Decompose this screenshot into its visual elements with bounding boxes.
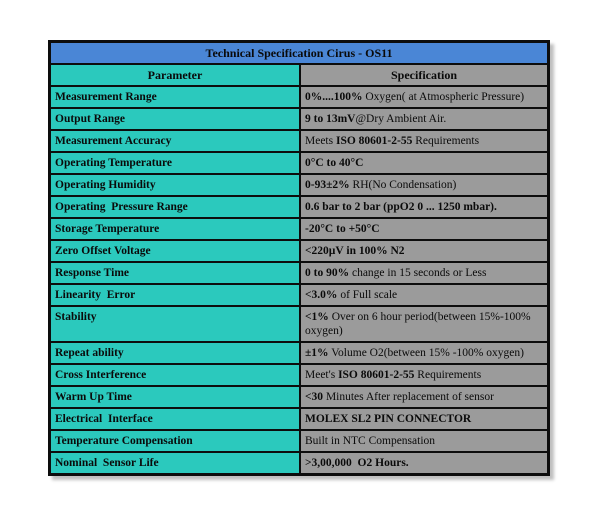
column-header-specification: Specification (301, 65, 547, 85)
specification-text: ISO 80601-2-55 (335, 135, 413, 147)
specification-cell (301, 241, 547, 261)
specification-text: 0%....100% (305, 91, 363, 103)
specification-cell (301, 109, 547, 129)
table-row (51, 305, 547, 341)
specification-cell (301, 343, 547, 363)
column-header-parameter: Parameter (51, 65, 301, 85)
specification-text: 0-93±2% (305, 179, 350, 191)
parameter-cell: Linearity Error (51, 285, 301, 305)
parameter-cell: Operating Temperature (51, 153, 301, 173)
specification-text: Over on 6 hour period(between 15%-100% oxygen) (305, 311, 534, 337)
specification-cell (301, 307, 547, 341)
table-row (51, 217, 547, 239)
specification-text: Oxygen( at Atmospheric Pressure) (362, 91, 525, 103)
parameter-cell: Operating Humidity (51, 175, 301, 195)
specification-text: <3.0% (305, 289, 338, 301)
table-row (51, 385, 547, 407)
specification-text: <1% (305, 311, 329, 323)
specification-text: 9 to 13mV (305, 113, 356, 125)
table-row (51, 451, 547, 473)
parameter-cell: Measurement Accuracy (51, 131, 301, 151)
table-row (51, 151, 547, 173)
parameter-cell: Response Time (51, 263, 301, 283)
table-row (51, 283, 547, 305)
specification-text: RH(No Condensation) (349, 179, 457, 191)
table-row (51, 195, 547, 217)
table-header-row (51, 63, 547, 85)
specification-text: ISO 80601-2-55 (338, 369, 415, 381)
specification-text: MOLEX SL2 PIN CONNECTOR (305, 413, 472, 425)
parameter-cell: Repeat ability (51, 343, 301, 363)
specification-cell (301, 87, 547, 107)
specification-text: <220µV in 100% N2 (305, 245, 405, 257)
specification-text: ±1% (305, 347, 329, 359)
specification-text: <30 (305, 391, 324, 403)
specification-text: Meet's (305, 369, 339, 381)
specification-text: 0°C to 40°C (305, 157, 364, 169)
table-row (51, 129, 547, 151)
specification-cell (301, 153, 547, 173)
table-row (51, 261, 547, 283)
parameter-cell: Temperature Compensation (51, 431, 301, 451)
parameter-cell: Warm Up Time (51, 387, 301, 407)
specification-text: Meets (305, 135, 336, 147)
specification-text: change in 15 seconds or Less (349, 267, 487, 279)
specification-text: 0.6 bar to 2 bar (ppO2 0 ... 1250 mbar). (305, 201, 497, 213)
parameter-cell: Zero Offset Voltage (51, 241, 301, 261)
specification-cell (301, 409, 547, 429)
table-title: Technical Specification Cirus - OS11 (51, 43, 547, 63)
specification-text: @Dry Ambient Air. (355, 113, 447, 125)
specification-cell (301, 453, 547, 473)
table-row (51, 407, 547, 429)
table-row (51, 429, 547, 451)
specification-cell (301, 263, 547, 283)
parameter-cell: Electrical Interface (51, 409, 301, 429)
table-row (51, 239, 547, 261)
table-row (51, 173, 547, 195)
specification-text: Volume O2(between 15% -100% oxygen) (328, 347, 524, 359)
specification-cell (301, 387, 547, 407)
specification-text: Requirements (414, 369, 482, 381)
table-row (51, 363, 547, 385)
specification-text: Built in NTC Compensation (305, 435, 436, 447)
parameter-cell: Operating Pressure Range (51, 197, 301, 217)
specification-cell (301, 431, 547, 451)
specification-text: -20°C to +50°C (305, 223, 380, 235)
specification-cell (301, 197, 547, 217)
parameter-cell: Measurement Range (51, 87, 301, 107)
parameter-cell: Output Range (51, 109, 301, 129)
table-row (51, 85, 547, 107)
table-body (51, 85, 547, 473)
specification-text: Minutes After replacement of sensor (323, 391, 494, 403)
specification-cell (301, 285, 547, 305)
specification-text: 0 to 90% (305, 267, 350, 279)
parameter-cell: Nominal Sensor Life (51, 453, 301, 473)
specification-cell (301, 131, 547, 151)
specification-text: Requirements (412, 135, 480, 147)
parameter-cell: Storage Temperature (51, 219, 301, 239)
specification-text: >3,00,000 O2 Hours. (305, 457, 409, 469)
spec-table (48, 40, 550, 476)
specification-cell (301, 219, 547, 239)
parameter-cell: Cross Interference (51, 365, 301, 385)
table-row (51, 107, 547, 129)
table-row (51, 341, 547, 363)
specification-cell (301, 175, 547, 195)
parameter-cell: Stability (51, 307, 301, 341)
specification-text: of Full scale (337, 289, 398, 301)
specification-cell (301, 365, 547, 385)
